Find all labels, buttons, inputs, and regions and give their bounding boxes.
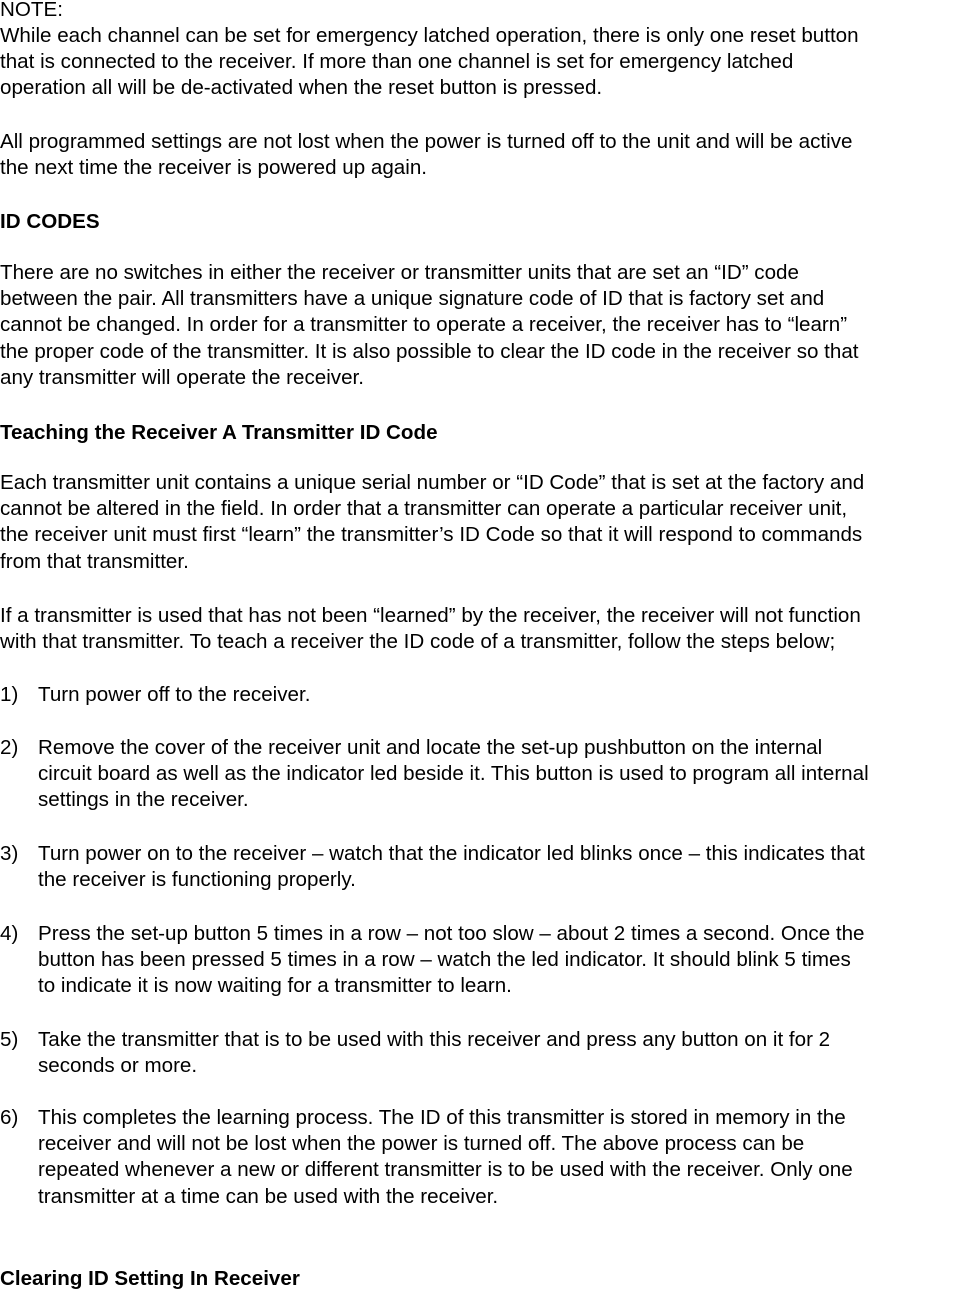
step-number: 2) <box>0 736 19 759</box>
note-label: NOTE: <box>0 0 63 21</box>
step-text: Remove the cover of the receiver unit and locate the set-up pushbutton on the internal circuit board as well as the indicator led beside it. This button is used to program all internal settings in the receiver. <box>38 736 869 812</box>
step-text: Turn power on to the receiver – watch that the indicator led blinks once – this indicates that the receiver is functioning properly. <box>38 842 865 892</box>
teaching-paragraph-2: If a transmitter is used that has not been “learned” by the receiver, the receiver will not function with that transmitter. To teach a receiver the ID code of a transmitter, follow the steps below; <box>0 604 861 654</box>
teaching-heading: Teaching the Receiver A Transmitter ID Code <box>0 421 438 444</box>
step-number: 1) <box>0 683 19 706</box>
settings-paragraph: All programmed settings are not lost when the power is turned off to the unit and will be active the next time the receiver is powered up again. <box>0 130 853 180</box>
step-text: Turn power off to the receiver. <box>38 683 311 706</box>
step-number: 6) <box>0 1106 19 1129</box>
note-text: While each channel can be set for emergency latched operation, there is only one reset button that is connected to the receiver. If more than one channel is set for emergency latched operation all will be de-activated when the reset button is pressed. <box>0 24 859 100</box>
clearing-heading: Clearing ID Setting In Receiver <box>0 1267 300 1290</box>
step-number: 5) <box>0 1028 19 1051</box>
step-number: 4) <box>0 922 19 945</box>
step-text: Press the set-up button 5 times in a row – not too slow – about 2 times a second. Once the button has been pressed 5 times in a row – watch the led indicator. It should blink 5 times to indicate it is now waiting for a transmitter to learn. <box>38 922 865 998</box>
id-codes-text: There are no switches in either the receiver or transmitter units that are set an “ID” code between the pair. All transmitters have a unique signature code of ID that is factory set and cannot be changed. In order for a transmitter to operate a receiver, the receiver has to “learn” the proper code of the transmitter. It is also possible to clear the ID code in the receiver so that any transmitter will operate the receiver. <box>0 261 859 389</box>
step-text: This completes the learning process. The ID of this transmitter is stored in memory in the receiver and will not be lost when the power is turned off. The above process can be repeated whenever a new or different transmitter is to be used with the receiver. Only one transmitter at a time can be used with the receiver. <box>38 1106 853 1208</box>
step-number: 3) <box>0 842 19 865</box>
id-codes-heading: ID CODES <box>0 210 100 233</box>
teaching-paragraph-1: Each transmitter unit contains a unique serial number or “ID Code” that is set at the factory and cannot be altered in the field. In order that a transmitter can operate a particular receiver unit, the receiver unit must first “learn” the transmitter’s ID Code so that it will respond to commands from that transmitter. <box>0 471 865 573</box>
step-text: Take the transmitter that is to be used with this receiver and press any button on it for 2 seconds or more. <box>38 1028 831 1078</box>
